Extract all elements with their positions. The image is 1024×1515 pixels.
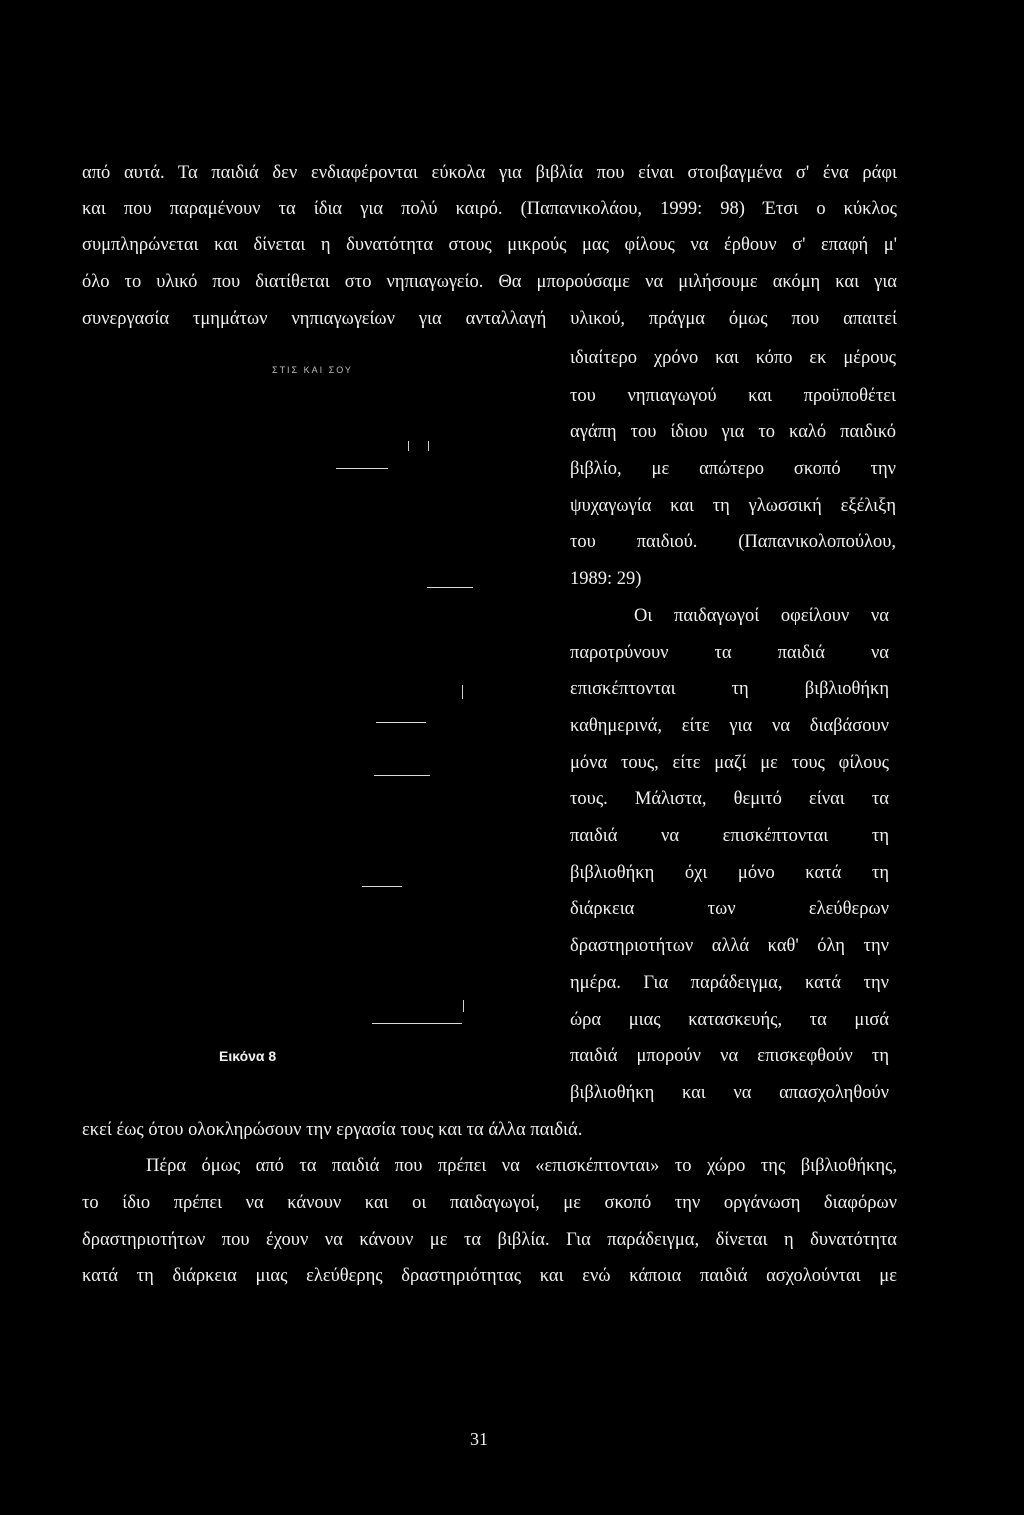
text-line: δραστηριοτήτων που έχουν να κάνουν με τα βιβλία. Για παράδειγμα, δίνεται η δυνατότητα: [82, 1230, 897, 1250]
text-line: ώρα μιας κατασκευής, τα μισά: [570, 1010, 889, 1030]
text-line-continuation: εκεί έως ότου ολοκληρώσουν την εργασία τους και τα άλλα παιδιά.: [82, 1120, 583, 1140]
figure-mark: [372, 1023, 462, 1024]
figure-mark: [336, 468, 388, 469]
text-line: παιδιά να επισκέπτονται τη: [570, 826, 889, 846]
text-line: Οι παιδαγωγοί οφείλουν να: [634, 606, 889, 626]
text-line: δραστηριοτήτων αλλά καθ' όλη την: [570, 936, 889, 956]
text-line: κατά τη διάρκεια μιας ελεύθερης δραστηριότητας και ενώ κάποια παιδιά ασχολούνται με: [82, 1266, 897, 1286]
figure-mark: [428, 441, 429, 451]
text-line: μόνα τους, είτε μαζί με τους φίλους: [570, 753, 889, 773]
text-line: συμπληρώνεται και δίνεται η δυνατότητα στους μικρούς μας φίλους να έρθουν σ' επαφή μ': [82, 235, 897, 255]
figure-mark: [362, 886, 402, 887]
text-line: του νηπιαγωγού και προϋποθέτει: [570, 386, 896, 406]
text-line: βιβλιοθήκη όχι μόνο κατά τη: [570, 863, 889, 883]
text-line: Πέρα όμως από τα παιδιά που πρέπει να «επισκέπτονται» το χώρο της βιβλιοθήκης,: [146, 1156, 897, 1176]
figure-mark: [427, 587, 473, 588]
text-line: συνεργασία τμημάτων νηπιαγωγείων για ανταλλαγή υλικού, πράγμα όμως που απαιτεί: [82, 309, 897, 329]
figure-mark: [374, 775, 430, 776]
text-line: τους. Μάλιστα, θεμιτό είναι τα: [570, 789, 889, 809]
text-line: του παιδιού. (Παπανικολοπούλου,: [570, 532, 896, 552]
text-line: ψυχαγωγία και τη γλωσσική εξέλιξη: [570, 496, 896, 516]
text-line: παροτρύνουν τα παιδιά να: [570, 643, 889, 663]
text-line: ιδιαίτερο χρόνο και κόπο εκ μέρους: [570, 348, 896, 368]
text-line: το ίδιο πρέπει να κάνουν και οι παιδαγωγοί, με σκοπό την οργάνωση διαφόρων: [82, 1193, 897, 1213]
text-line: από αυτά. Τα παιδιά δεν ενδιαφέρονται εύκολα για βιβλία που είναι στοιβαγμένα σ' ένα ράφι: [82, 163, 897, 183]
text-line: και που παραμένουν τα ίδια για πολύ καιρό. (Παπανικολάου, 1999: 98) Έτσι ο κύκλος: [82, 199, 897, 219]
figure-mark: [408, 441, 409, 451]
figure-mark: [463, 1000, 464, 1012]
figure-8-image: [250, 355, 550, 1045]
figure-caption: Εικόνα 8: [219, 1048, 277, 1064]
figure-mark: [376, 722, 426, 723]
text-line: παιδιά μπορούν να επισκεφθούν τη: [570, 1046, 889, 1066]
text-line: επισκέπτονται τη βιβλιοθήκη: [570, 679, 889, 699]
figure-mark: [462, 685, 463, 699]
text-line: βιβλίο, με απώτερο σκοπό την: [570, 459, 896, 479]
text-line: διάρκεια των ελεύθερων: [570, 899, 889, 919]
figure-faint-text: ΣΤΙΣ ΚΑΙ ΣΟΥ: [272, 365, 353, 375]
text-line: βιβλιοθήκη και να απασχοληθούν: [570, 1083, 889, 1103]
text-line: 1989: 29): [570, 569, 642, 589]
text-line: καθημερινά, είτε για να διαβάσουν: [570, 716, 889, 736]
text-line: ημέρα. Για παράδειγμα, κατά την: [570, 973, 889, 993]
page-number: 31: [470, 1429, 488, 1449]
text-line: αγάπη του ίδιου για το καλό παιδικό: [570, 422, 896, 442]
text-line: όλο το υλικό που διατίθεται στο νηπιαγωγείο. Θα μπορούσαμε να μιλήσουμε ακόμη και για: [82, 272, 897, 292]
